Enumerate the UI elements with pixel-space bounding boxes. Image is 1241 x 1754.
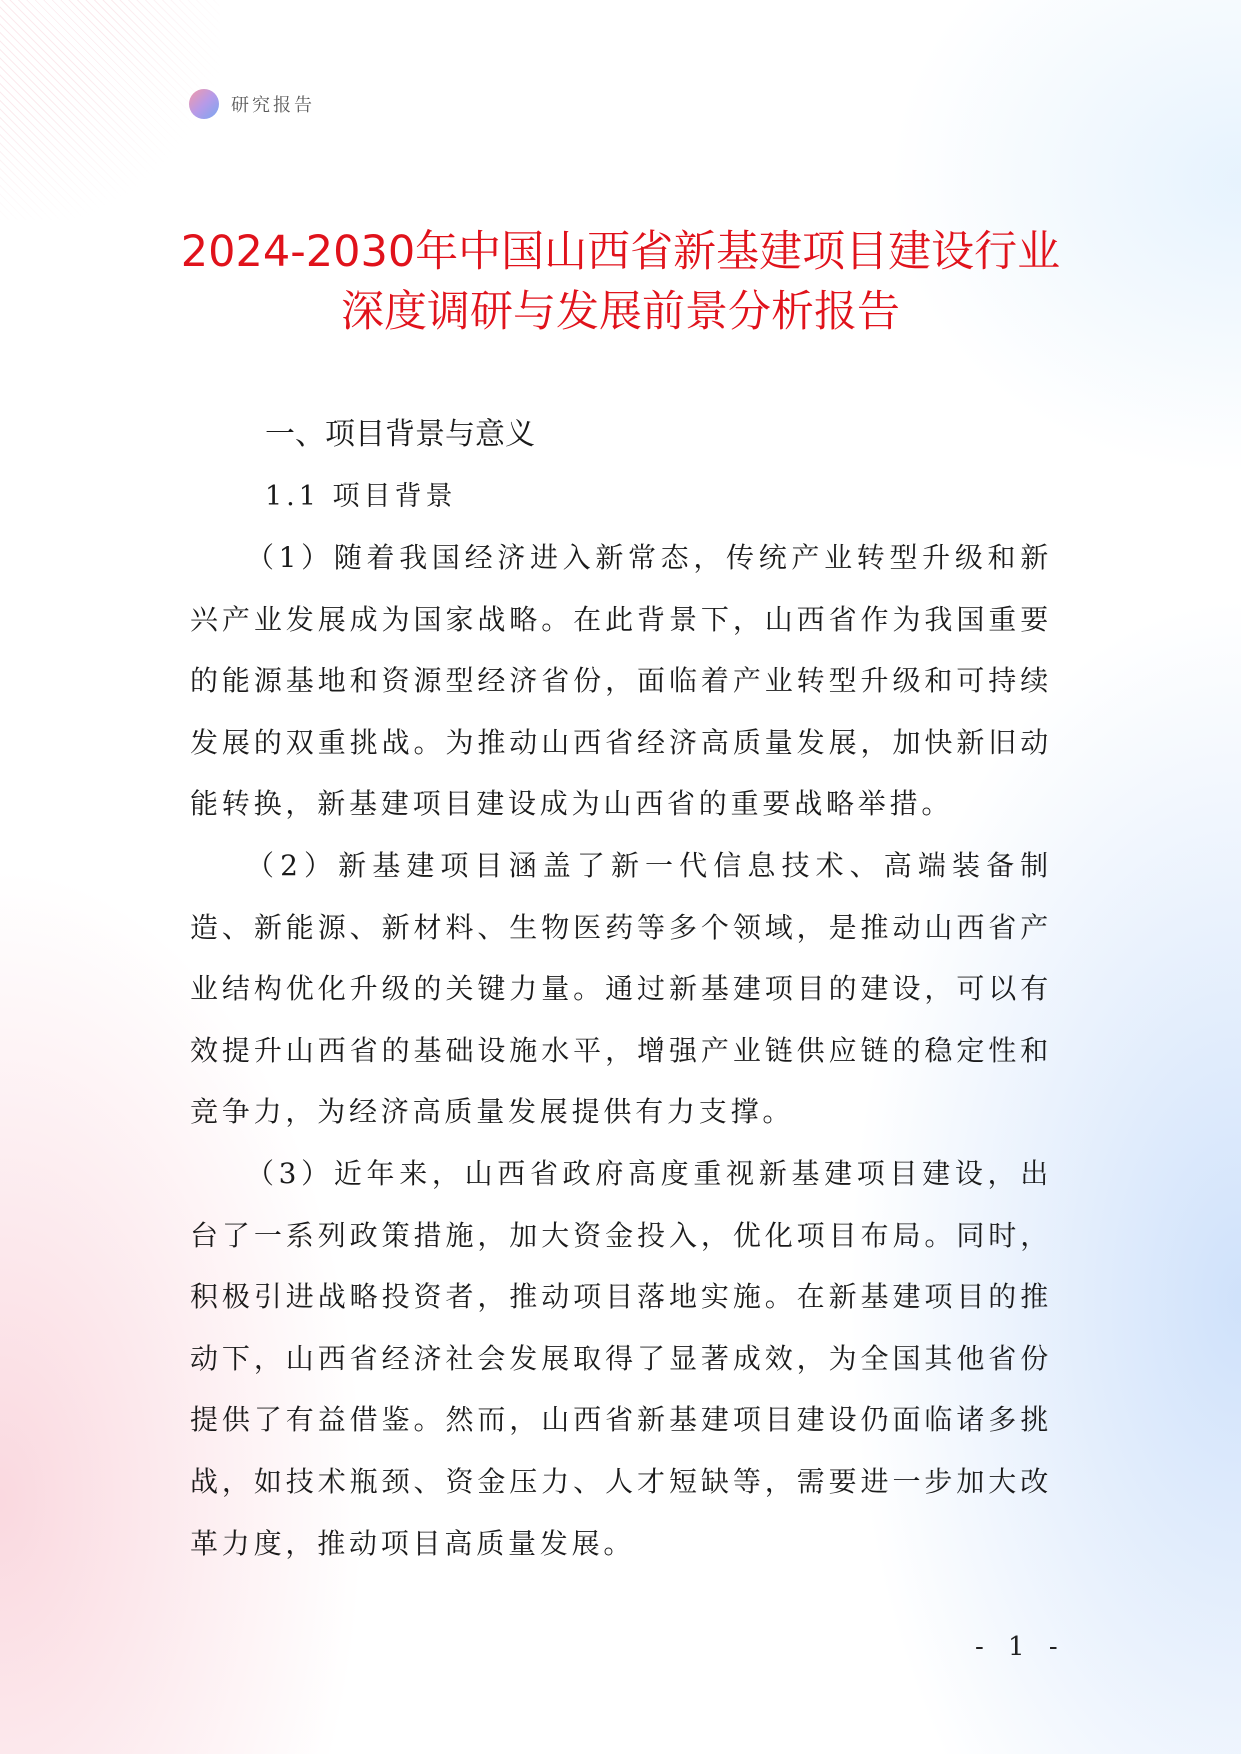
paragraph-1: （1）随着我国经济进入新常态，传统产业转型升级和新兴产业发展成为国家战略。在此背景下，山西省作为我国重要的能源基地和资源型经济省份，面临着产业转型升级和可持续发展的双重挑战。为推动山西省经济高质量发展，加快新旧动能转换，新基建项目建设成为山西省的重要战略举措。 — [190, 541, 1052, 821]
paragraph-3: （3）近年来，山西省政府高度重视新基建项目建设，出台了一系列政策措施，加大资金投入，优化项目布局。同时，积极引进战略投资者，推动项目落地实施。在新基建项目的推动下，山西省经济社会发展取得了显著成效，为全国其他省份提供了有益借鉴。然而，山西省新基建项目建设仍面临诸多挑战，如技术瓶颈、资金压力、人才短缺等，需要进一步加大改革力度，推动项目高质量发展。 — [190, 1156, 1052, 1560]
document-body — [190, 415, 1052, 1574]
header-label: 研究报告 — [231, 95, 315, 116]
logo-icon — [189, 89, 219, 119]
corner-decoration — [0, 0, 220, 220]
document-title: 2024-2030年中国山西省新基建项目建设行业深度调研与发展前景分析报告 — [180, 227, 1061, 337]
subsection-heading: 1.1 项目背景 — [265, 481, 457, 512]
section-heading: 一、项目背景与意义 — [265, 417, 535, 452]
paragraph-2: （2）新基建项目涵盖了新一代信息技术、高端装备制造、新能源、新材料、生物医药等多个领域，是推动山西省产业结构优化升级的关键力量。通过新基建项目的建设，可以有效提升山西省的基础设施水平，增强产业链供应链的稳定性和竞争力，为经济高质量发展提供有力支撑。 — [190, 848, 1052, 1129]
header-tag — [189, 89, 315, 119]
page-number: - 1 - — [975, 1632, 1066, 1662]
